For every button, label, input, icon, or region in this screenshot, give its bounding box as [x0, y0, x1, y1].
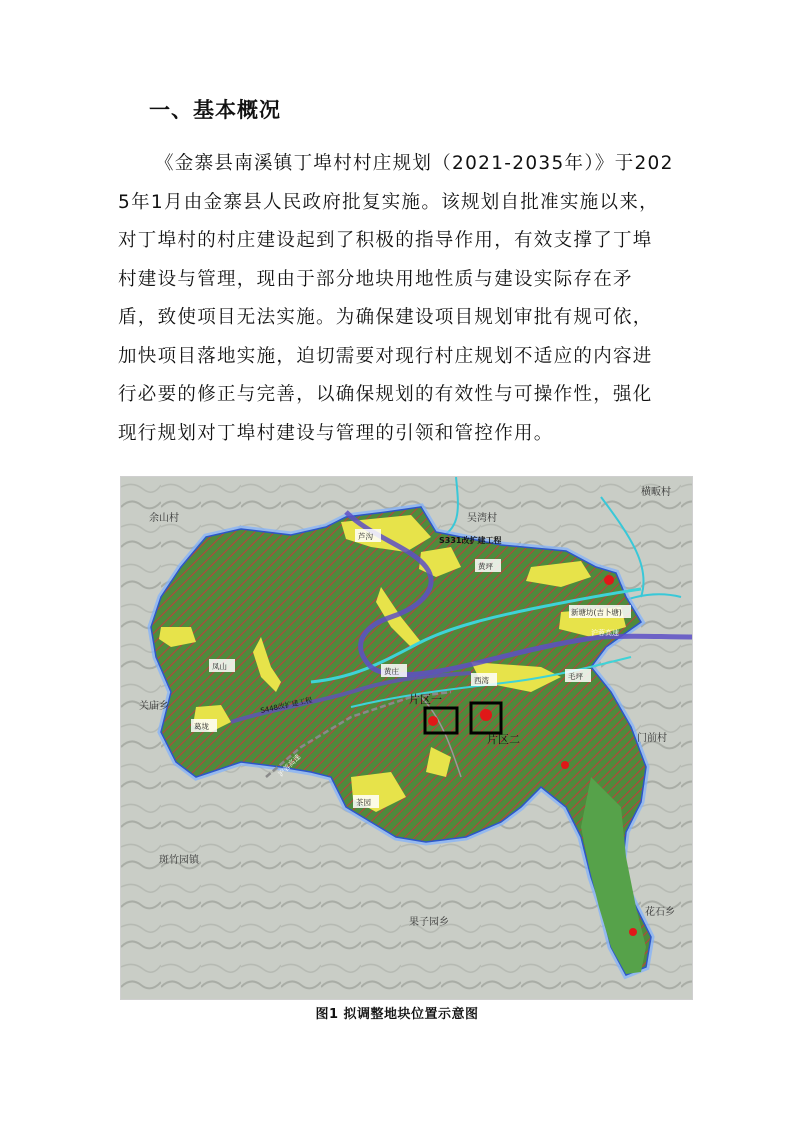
- label-gelong: 葛垅: [194, 722, 209, 731]
- label-fengshan: 凤山: [212, 662, 227, 671]
- label-lugou: 芦沟: [358, 532, 373, 541]
- label-wuwan: 吴湾村: [467, 513, 497, 524]
- paragraph-line: 盾，致使项目无法实施。为确保建设项目规划审批有规可依，: [118, 307, 653, 328]
- paragraph-line: 村建设与管理，现由于部分地块用地性质与建设实际存在矛: [118, 268, 633, 290]
- label-chayuan: 茶园: [356, 798, 371, 807]
- label-huangping: 黄坪: [478, 562, 493, 571]
- location-map-figure: [120, 476, 693, 1000]
- figure-caption: 图1 拟调整地块位置示意图: [315, 1007, 479, 1022]
- paragraph-line: 行必要的修正与完善，以确保规划的有效性与可操作性，强化: [118, 384, 653, 405]
- label-guoziyuan: 果子园乡: [409, 917, 449, 928]
- paragraph-line: 加快项目落地实施，迫切需要对现行村庄规划不适应的内容进: [118, 345, 653, 367]
- label-highway-east: 沪蓉高速: [591, 629, 619, 637]
- label-maoping: 毛坪: [568, 672, 583, 681]
- label-area-two: 片区二: [487, 733, 520, 746]
- paragraph-line: 对丁埠村的村庄建设起到了积极的指导作用，有效支撑了丁埠: [118, 230, 653, 251]
- paragraph-line: 5年1月由金寨县人民政府批复实施。该规划自批准实施以来，: [118, 191, 659, 213]
- label-banzhuyuan: 斑竹园镇: [159, 855, 199, 866]
- label-s448: S448改扩建工程: [259, 696, 314, 715]
- label-xiwan: 西湾: [474, 676, 489, 685]
- label-area-one: 片区一: [409, 693, 442, 706]
- label-guanmiao: 关庙乡: [139, 701, 169, 712]
- section-heading: 一、基本概况: [149, 98, 281, 122]
- label-s331: S331改扩建工程: [439, 536, 502, 545]
- label-yushan: 余山村: [149, 513, 179, 524]
- paragraph-line: 现行规划对丁埠村建设与管理的引领和管控作用。: [118, 422, 554, 444]
- label-huashi: 花石乡: [645, 907, 675, 918]
- label-xintangfang: 新塘坊(吉卜塘): [571, 608, 622, 617]
- label-highway-west: 沪蓉高速: [276, 752, 303, 779]
- label-hengban: 横畈村: [641, 487, 671, 498]
- paragraph-line: 《金寨县南溪镇丁埠村村庄规划（2021-2035年）》于202: [155, 153, 674, 174]
- overview-paragraph: [118, 145, 700, 453]
- label-huangzhuang: 黄庄: [384, 667, 399, 676]
- label-menqian: 门前村: [637, 733, 667, 744]
- location-map: [121, 477, 692, 999]
